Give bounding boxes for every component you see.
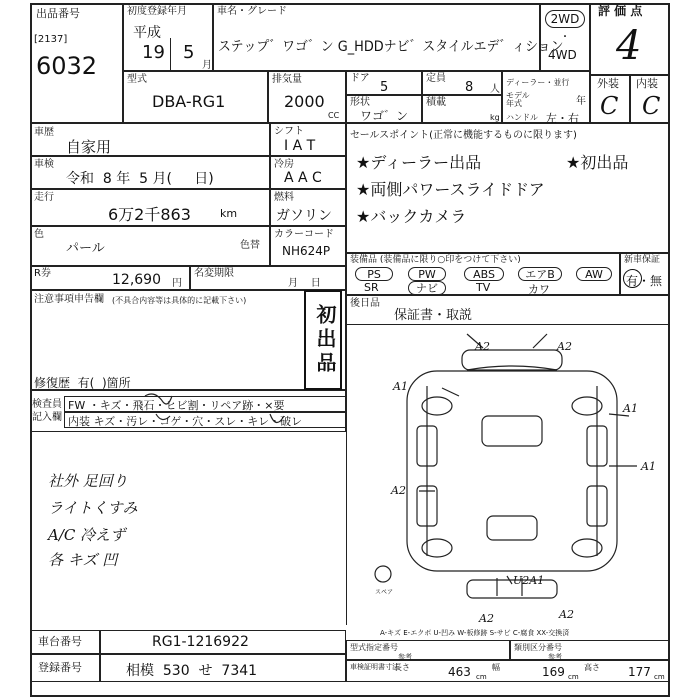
width-value: 169 [542, 665, 565, 679]
equip-aw: AW [576, 267, 612, 281]
length-unit: cm [476, 673, 487, 681]
sales-item-1: ★ディーラー出品 [356, 153, 482, 172]
shift-label: シフト [274, 126, 304, 137]
sales-item-2: ★初出品 [566, 153, 629, 172]
ac-value: A A C [284, 170, 322, 186]
reg-month-unit: 月 [202, 60, 212, 71]
diagram-mark-7: U2A1 [513, 574, 545, 587]
color-value: パール [66, 241, 105, 256]
inspector-scribbles [60, 390, 350, 432]
equip-ps: PS [355, 267, 393, 281]
recycle-unit: 円 [172, 278, 182, 289]
diagram-mark-9: A2 [559, 608, 574, 621]
equipment-label: 装備品 (装備品に限り○印をつけて下さい) [350, 255, 521, 265]
inspector-row1: FW ・キズ・飛石・ヒビ割・リペア跡・×要 [68, 399, 285, 412]
warranty-value: 有・無 [626, 274, 663, 288]
width-unit: cm [568, 673, 579, 681]
inspection-value: 令和 8 年 5 月( 日) [66, 171, 214, 187]
reg-era: 平成 [133, 25, 161, 41]
capacity-value: 8 [465, 80, 474, 95]
reg-label: 初度登録年月 [127, 6, 187, 17]
chassis-value: RG1-1216922 [152, 634, 249, 650]
diagram-mark-1: A2 [475, 340, 490, 353]
tax-unit: 月 日 [288, 278, 321, 289]
drive-2wd-circled: 2WD [545, 10, 585, 28]
name-label: 車名・グレード [217, 6, 287, 17]
load-unit: kg [490, 113, 500, 122]
model-label: 型式 [127, 74, 147, 85]
recycle-value: 12,690 [112, 272, 161, 288]
history-value: 自家用 [66, 138, 112, 156]
class-label: 類別区分番号 [514, 643, 562, 652]
model-year-unit: 年 [576, 96, 586, 107]
warranty-label: 新車保証 [624, 255, 661, 265]
displacement-label: 排気量 [272, 74, 302, 85]
displacement-unit: CC [328, 111, 340, 120]
diagram-mark-8: A2 [479, 612, 494, 625]
displacement-value: 2000 [284, 92, 325, 111]
diagram-mark-6: A2 [391, 484, 406, 497]
reg-year: 19 [142, 42, 165, 63]
cert-label: 型式指定番号 [350, 643, 398, 652]
spare-label: スペア [375, 589, 394, 596]
grade-label: 評 価 点 [598, 4, 643, 18]
recycle-label: R券 [34, 268, 51, 279]
grade-value: 4 [616, 23, 642, 69]
equip-pw: PW [408, 267, 446, 281]
plate-value: 相模 530 せ 7341 [126, 663, 258, 679]
length-value: 463 [448, 665, 471, 679]
diagram-mark-5: A1 [641, 460, 656, 473]
warning-sub: (不具合内容等は具体的に記載下さい) [112, 296, 247, 305]
warranty-circle [623, 269, 642, 288]
sales-item-4: ★バックカメラ [356, 207, 467, 226]
interior-value: C [642, 92, 661, 120]
history-label: 車歴 [34, 127, 54, 138]
load-label: 積載 [426, 97, 446, 108]
body-value: ワゴ゛ン [360, 109, 409, 123]
lot-label: 出品番号 [36, 7, 80, 20]
car-damage-diagram [347, 326, 670, 626]
color-code-label: カラーコード [274, 229, 334, 240]
fuel-value: ガソリン [276, 208, 332, 224]
diagram-mark-2: A2 [557, 340, 572, 353]
documents-label: 後日品 [350, 298, 380, 309]
plate-label: 登録番号 [38, 661, 82, 674]
equip-navi: ナビ [408, 281, 446, 295]
model-value: DBA-RG1 [152, 92, 226, 111]
capacity-label: 定員 [426, 73, 446, 84]
interior-label: 内装 [636, 77, 658, 90]
height-label: 高さ [584, 663, 600, 672]
width-label: 幅 [492, 663, 500, 672]
equip-tv: TV [476, 281, 491, 294]
drive-dot: ・ [560, 32, 570, 43]
sales-label: セールスポイント(正常に機能するものに限ります) [350, 130, 577, 141]
exterior-value: C [600, 92, 619, 120]
diagram-mark-3: A1 [393, 380, 408, 393]
handwritten-note-3: A/C 冷えず [48, 526, 126, 544]
car-name: ステップ゛ワゴ゛ン G_HDDナビ゛スタイルエデ゛ィション [218, 39, 564, 55]
handle-value: 左・右 [546, 112, 579, 125]
documents-value: 保証書・取説 [394, 308, 473, 323]
exterior-label: 外装 [597, 77, 619, 90]
height-value: 177 [628, 665, 651, 679]
diagram-mark-4: A1 [623, 402, 638, 415]
handwritten-note-1: 社外 足回り [48, 472, 128, 490]
mileage-value: 6万2千863 [108, 205, 191, 224]
ac-label: 冷房 [274, 159, 294, 170]
chassis-label: 車台番号 [38, 635, 82, 648]
ref-label: 参考 [398, 653, 412, 661]
inspector-label: 検査員 記入欄 [32, 399, 62, 423]
handwritten-note-2: ライトくすみ [48, 499, 138, 517]
sales-item-3: ★両側パワースライドドア [356, 180, 545, 199]
color-change-label: 色替 [240, 240, 260, 251]
warning-label: 注意事項申告欄 [34, 294, 104, 305]
handle-label: ハンドル [506, 113, 538, 122]
size-label: 車検証明書寸法 [350, 663, 399, 671]
model-year-label: モデル 年式 [506, 91, 530, 108]
body-label: 形状 [350, 97, 370, 108]
reg-divider [170, 38, 171, 70]
fuel-label: 燃料 [274, 192, 294, 203]
doors-label: ドア [350, 73, 370, 84]
equip-abs: ABS [464, 267, 504, 281]
drive-4wd: 4WD [548, 48, 577, 62]
tax-label: 名変期限 [194, 268, 234, 279]
inspector-row2: 内装 キズ・汚レ・コゲ・穴・スレ・キレ・破レ [68, 415, 303, 428]
first-listing-seal: 初出品 [304, 290, 342, 390]
repair-history: 修復歴 有( )箇所 [34, 376, 131, 390]
equip-sr: SR [364, 281, 379, 294]
inspection-label: 車検 [34, 159, 54, 170]
handwritten-note-4: 各 キズ 凹 [48, 551, 118, 569]
mileage-label: 走行 [34, 192, 54, 203]
length-label: 長さ [394, 663, 410, 672]
equip-leather: カワ [528, 283, 550, 296]
height-unit: cm [654, 673, 665, 681]
doors-value: 5 [380, 80, 389, 95]
lot-sub: [2137] [34, 34, 68, 45]
mileage-unit: km [220, 207, 238, 220]
ref-label-2: 参考 [548, 653, 562, 661]
equip-airbag: エアB [518, 267, 562, 281]
capacity-unit: 人 [490, 84, 500, 95]
lot-number: 6032 [36, 52, 98, 80]
diagram-legend: A-キズ E-エクボ U-凹み W-板修跡 S-サビ C-腐食 XX-交換済 [380, 629, 570, 637]
dealer-label: ディーラー・並行 [506, 78, 570, 87]
color-code-value: NH624P [282, 244, 331, 258]
shift-value: I A T [284, 138, 316, 154]
recycle-cell [30, 266, 190, 290]
color-label: 色 [34, 229, 44, 240]
reg-month: 5 [183, 42, 195, 63]
